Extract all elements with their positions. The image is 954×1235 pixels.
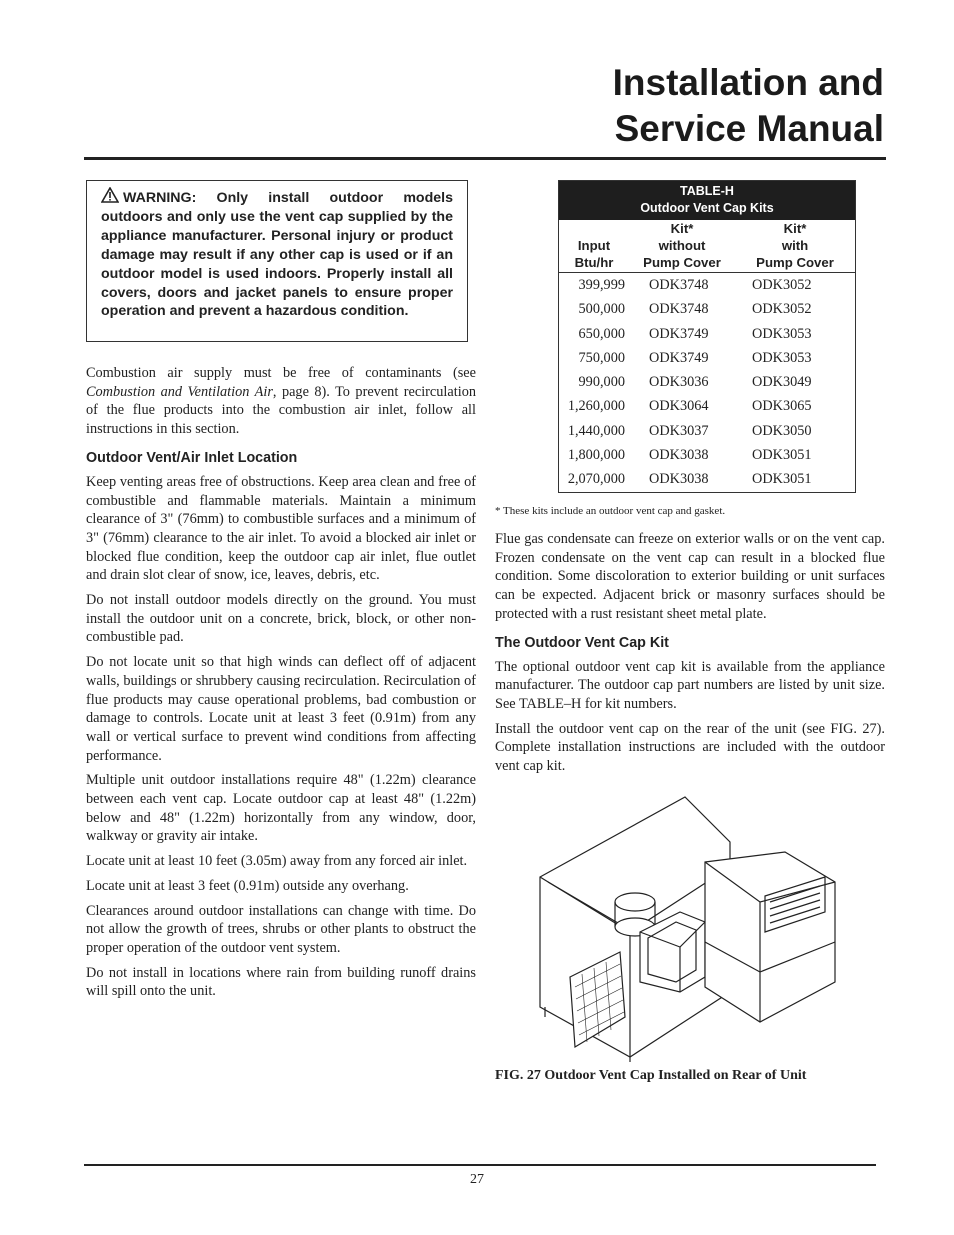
right-column [495, 530, 885, 782]
left-column [86, 364, 476, 1007]
body-paragraph: Do not install in locations where rain from building runoff drains will spill onto the unit. [86, 964, 476, 1000]
warning-text: : Only install outdoor models outdoors and only use the vent cap supplied by the appliance manufacturer. Personal injury or product damage may result if any other cap is used or if an outdoor model is used indoors. Properly install all covers, doors and jacket panels to ensure proper operation and prevent a hazardous condition. [101, 190, 453, 320]
title-line-1: Installation and [612, 62, 884, 103]
body-paragraph: The optional outdoor vent cap kit is available from the appliance manufacturer. The outdoor cap part numbers are listed by unit size. See TABLE–H for kit numbers. [495, 658, 885, 712]
warning-triangle-icon [101, 187, 119, 203]
page-number: 27 [470, 1172, 484, 1187]
body-paragraph: Locate unit at least 10 feet (3.05m) away from any forced air inlet. [86, 853, 468, 870]
condensate-paragraph: Flue gas condensate can freeze on exterior walls or on the vent cap. Frozen condensate on the vent cap can result in a blocked flue condition. Some discoloration to exterior building or unit surfaces can be expected. Adjacent brick or masonry surfaces should be protected with a rust resistant sheet metal plate. [495, 531, 885, 622]
table-row: 750,000 ODK3749 ODK3053 [578, 349, 812, 366]
vent-cap-kit-table [558, 180, 856, 493]
intro-paragraph: Combustion air supply must be free of contaminants (see Combustion and Ventilation Air, page 8). To prevent recirculation of the flue products into the combustion air inlet, follow all instructions in this section. [86, 365, 476, 438]
table-row: 1,800,000 ODK3038 ODK3051 [567, 447, 812, 464]
header-rule [84, 157, 886, 160]
page-title [613, 60, 884, 152]
table-title: TABLE-H [680, 184, 734, 198]
warning-label: WARNING [123, 190, 192, 206]
table-row: 1,260,000 ODK3064 ODK3065 [567, 398, 812, 415]
footer-rule [84, 1164, 876, 1166]
table-subtitle: Outdoor Vent Cap Kits [640, 201, 774, 215]
body-paragraph: Locate unit at least 3 feet (0.91m) outside any overhang. [86, 877, 409, 894]
table-row: 500,000 ODK3748 ODK3052 [578, 301, 812, 318]
table-row: 650,000 ODK3749 ODK3053 [578, 325, 812, 342]
warning-box [86, 180, 468, 342]
section-heading-vent-location: Outdoor Vent/Air Inlet Location [86, 449, 298, 466]
body-paragraph: Install the outdoor vent cap on the rear of the unit (see FIG. 27). Complete installation instructions are included with the outdoor vent cap kit. [495, 720, 885, 775]
column-header-kit-with: Kit* with Pump Cover [756, 221, 834, 270]
column-header-input: Input Btu/hr [574, 238, 614, 270]
table-row: 2,070,000 ODK3038 ODK3051 [567, 471, 812, 488]
section-heading-vent-cap-kit: The Outdoor Vent Cap Kit [495, 634, 669, 651]
table-row: 990,000 ODK3036 ODK3049 [578, 374, 812, 391]
body-paragraph: Clearances around outdoor installations can change with time. Do not allow the growth of trees, shrubs or other plants to obstruct the proper operation of the outdoor vent system. [86, 902, 476, 956]
title-line-2: Service Manual [614, 108, 884, 149]
table-column-headers [559, 220, 855, 273]
table-header [559, 181, 855, 220]
body-paragraph: Do not install outdoor models directly on the ground. You must install the outdoor unit on a concrete, brick, block, or other non-combustible pad. [86, 592, 476, 646]
vent-cap-illustration [520, 792, 850, 1062]
table-row: 1,440,000 ODK3037 ODK3050 [567, 422, 812, 439]
table-footnote: * These kits include an outdoor vent cap and gasket. [495, 505, 726, 517]
column-header-kit-without: Kit* without Pump Cover [643, 221, 721, 270]
body-paragraph: Keep venting areas free of obstructions. Keep area clean and free of combustible and flammable materials. Maintain a minimum clearance of 3" (76mm) to combustible surfaces and a minimum of 3" (76mm) clearance to the air inlet. To avoid a blocked air inlet or blocked flue condition, keep the outdoor cap air inlet, flue outlet and drain slot clear of snow, ice, leaves, debris, etc. [86, 473, 476, 584]
figure-caption: FIG. 27 Outdoor Vent Cap Installed on Rear of Unit [495, 1068, 807, 1083]
intro-reference: Combustion and Ventilation Air [86, 383, 273, 400]
table-row: 399,999 ODK3748 ODK3052 [578, 277, 812, 293]
body-paragraph: Multiple unit outdoor installations require 48" (1.22m) clearance between each vent cap. Locate outdoor cap at least 48" (1.22m) below and 48" (1.22m) horizontally from any window, door, walkway or gravity air intake. [86, 772, 476, 845]
body-paragraph: Do not locate unit so that high winds can deflect off of adjacent walls, buildings or shrubbery causing recirculation. Recirculation of flue products may cause operational problems, bad combustion or damage to controls. Locate unit at least 3 feet (0.91m) from any wall or vertical surface to prevent wind conditions from affecting performance. [86, 654, 476, 764]
